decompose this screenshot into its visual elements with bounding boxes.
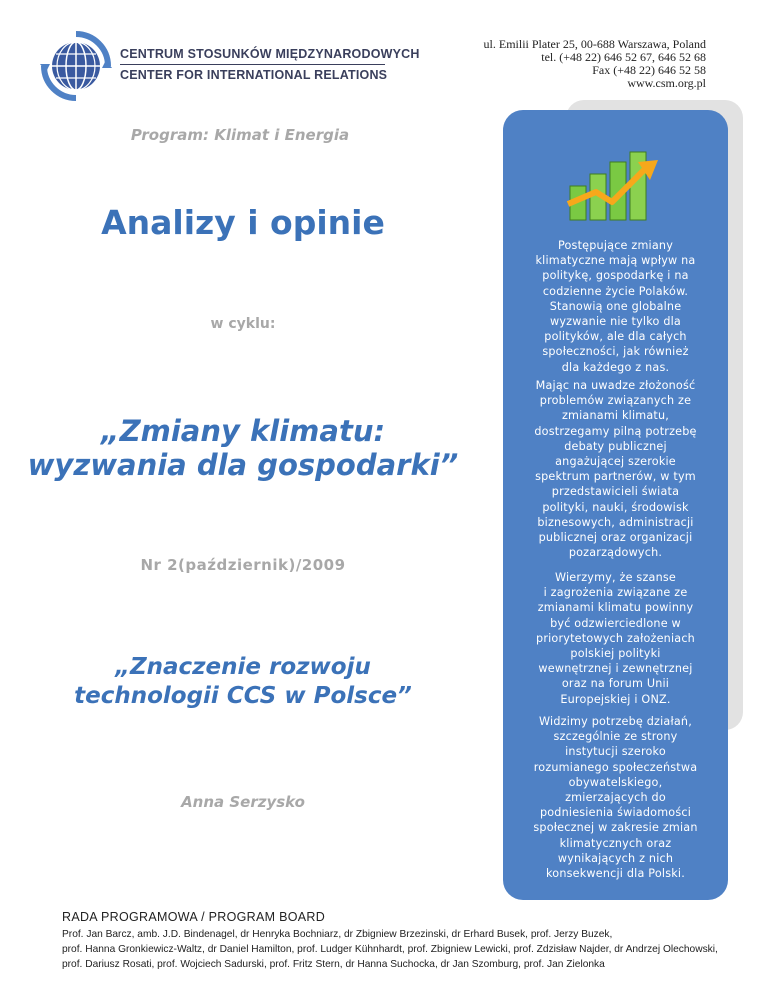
sidebar-text-line: dostrzegamy pilną potrzebę (534, 424, 697, 438)
address-line: ul. Emilii Plater 25, 00-688 Warszawa, Poland (483, 37, 706, 51)
sidebar-text-line: wewnętrznej i zewnętrznej (538, 662, 693, 676)
csm-globe-logo (40, 30, 112, 102)
sidebar-text-line: społecznej w zakresie zmian (533, 821, 698, 835)
sidebar-text-line: priorytetowych założeniach (536, 631, 695, 645)
sidebar-text-line: zmianami klimatu powinny (537, 601, 694, 615)
sidebar-text-line: społeczności, jak również (542, 345, 689, 359)
sidebar-text-line: przedstawicieli świata (551, 485, 680, 499)
program-board-title: RADA PROGRAMOWA / PROGRAM BOARD (62, 910, 326, 924)
sidebar-text-line: podniesienia świadomości (539, 806, 692, 820)
issue-number: Nr 2(październik)/2009 (140, 556, 346, 574)
sidebar-text-line: wynikających z nich (557, 851, 674, 865)
sidebar-text-line: być odzwierciedlone w (550, 616, 681, 630)
organization-name (120, 46, 420, 84)
sidebar-text-line: obywatelskiego, (568, 775, 663, 789)
sidebar-text-line: politykę, gospodarkę i na (542, 269, 689, 283)
phone-line: tel. (+48 22) 646 52 67, 646 52 68 (541, 50, 706, 64)
program-board-members-line-2: prof. Hanna Gronkiewicz-Waltz, dr Daniel Hamilton, prof. Ludger Kühnhardt, prof. Zbigniew Lewicki, prof. Zdzisław Najder, dr Andrzej Olechowski, (62, 944, 718, 955)
website-line: www.csm.org.pl (627, 76, 706, 90)
org-name-english: CENTER FOR INTERNATIONAL RELATIONS (120, 68, 388, 82)
sidebar-paragraph-3 (513, 570, 718, 707)
series-title-line-1: „Zmiany klimatu: (100, 414, 386, 448)
series-title-line-2: wyzwania dla gospodarki” (27, 448, 459, 482)
sidebar-text-line: polityków, ale dla całych (544, 330, 687, 344)
sidebar-text-line: zmierzających do (565, 791, 666, 805)
org-divider (120, 64, 385, 65)
sidebar-paragraph-4 (513, 714, 718, 881)
sidebar-text-line: polityki, nauki, środowisk (542, 500, 689, 514)
sidebar-text-line: szczególnie ze strony (553, 730, 678, 744)
sidebar-text-line: oraz na forum Unii (561, 677, 670, 691)
sidebar-text-line: spektrum partnerów, w tym (535, 470, 696, 484)
sidebar-text-line: instytucji szeroko (565, 745, 666, 759)
author-name: Anna Serzysko (181, 793, 305, 811)
sidebar-text-line: dla każdego z nas. (561, 360, 670, 374)
program-board (62, 910, 752, 972)
sidebar-text-line: wyzwanie nie tylko dla (550, 315, 681, 329)
sidebar-text-line: Stanowią one globalne (549, 299, 682, 313)
sidebar-text-line: Europejskiej i ONZ. (560, 692, 671, 706)
sidebar-text-line: pozarządowych. (568, 546, 663, 560)
sidebar-text-line: klimatycznych oraz (559, 836, 672, 850)
program-label: Program: Klimat i Energia (130, 126, 350, 144)
sidebar-text-line: rozumianego społeczeństwa (533, 760, 698, 774)
sidebar-text-line: zmianami klimatu, (561, 409, 670, 423)
sidebar-text-line: i zagrożenia związane ze (543, 586, 688, 600)
sidebar-text-line: konsekwencji dla Polski. (546, 867, 685, 881)
cycle-label: w cyklu: (210, 316, 276, 332)
sidebar-text-line: Wierzymy, że szanse (554, 571, 676, 584)
sidebar-panel (503, 110, 728, 900)
growth-chart-icon (566, 146, 666, 224)
program-board-members-line-1: Prof. Jan Barcz, amb. J.D. Bindenagel, dr Henryka Bochniarz, dr Zbigniew Brzezinski, dr Erhard Busek, prof. Jerzy Buzek, (62, 929, 613, 940)
sidebar-text-line: publicznej oraz organizacji (538, 531, 693, 545)
sidebar-text-line: problemów związanych ze (539, 394, 692, 408)
sidebar-text-line: angażującej szerokie (555, 455, 676, 469)
sidebar-text-line: klimatyczne mają wpływ na (535, 254, 696, 268)
sidebar-text-line: debaty publicznej (564, 439, 667, 453)
topic-title-line-1: „Znaczenie rozwoju (115, 654, 371, 680)
series-title (0, 414, 486, 482)
contact-address (446, 38, 706, 90)
publication-title: Analizy i opinie (101, 203, 385, 242)
sidebar-text-line: Postępujące zmiany (557, 239, 674, 252)
sidebar-text-line: biznesowych, administracji (537, 515, 694, 529)
fax-line: Fax (+48 22) 646 52 58 (592, 63, 706, 77)
topic-title (0, 653, 486, 711)
sidebar-text-line: polskiej polityki (570, 647, 661, 661)
sidebar-paragraph-2 (513, 378, 718, 560)
sidebar-text-line: Mając na uwadze złożoność (535, 379, 696, 392)
topic-title-line-2: technologii CCS w Polsce” (74, 683, 412, 709)
sidebar-paragraph-1 (513, 238, 718, 375)
program-board-members-line-3: prof. Dariusz Rosati, prof. Wojciech Sadurski, prof. Fritz Stern, dr Hanna Suchocka, dr Jan Szomburg, prof. Jan Zielonka (62, 959, 605, 970)
sidebar-text-line: Widzimy potrzebę działań, (539, 715, 692, 728)
sidebar-text-line: codzienne życie Polaków. (542, 284, 689, 298)
org-name-polish: CENTRUM STOSUNKÓW MIĘDZYNARODOWYCH (120, 47, 420, 61)
